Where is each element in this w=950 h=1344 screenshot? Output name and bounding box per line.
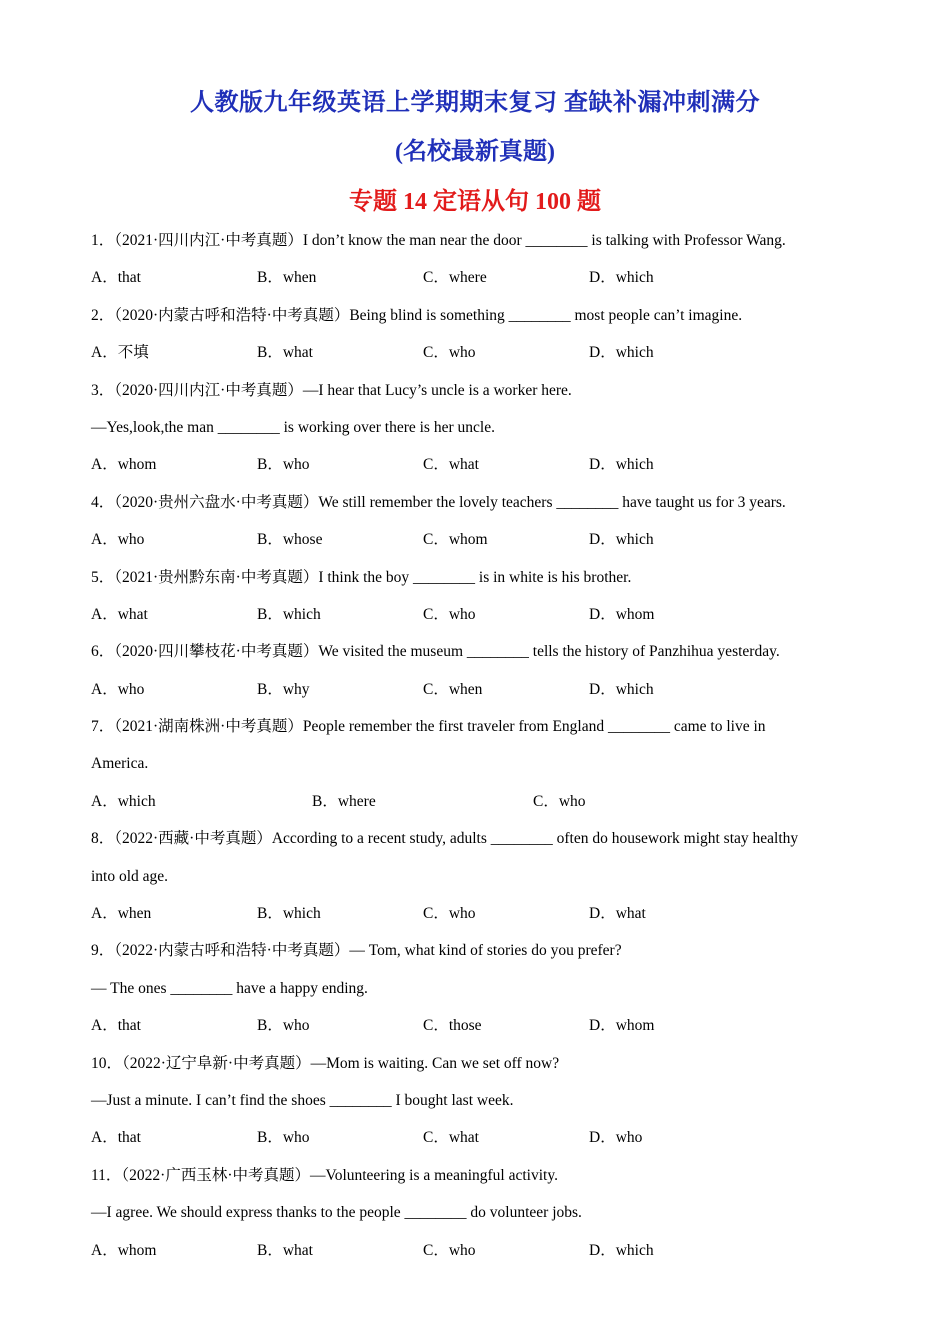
question-stem-continued: America. bbox=[91, 755, 149, 773]
answer-option: D．which bbox=[589, 531, 654, 549]
question-item bbox=[91, 826, 866, 938]
answer-option: D．which bbox=[589, 680, 654, 698]
question-stem-continued: —Just a minute. I can’t find the shoes ________ I bought last week. bbox=[91, 1091, 514, 1109]
question-stem: 4．（2020·贵州六盘水·中考真题）We still remember the lovely teachers ________ have taught us for 3 years. bbox=[91, 493, 786, 511]
question-stem-continued: —I agree. We should express thanks to the people ________ do volunteer jobs. bbox=[91, 1204, 582, 1222]
answer-option: A．不填 bbox=[91, 344, 149, 362]
answer-options bbox=[91, 1013, 866, 1050]
answer-options bbox=[91, 789, 866, 826]
answer-options bbox=[91, 527, 866, 564]
answer-option: B．which bbox=[257, 605, 321, 623]
answer-option: A．when bbox=[91, 905, 152, 923]
answer-option: C．where bbox=[423, 269, 487, 287]
document-subtitle: (名校最新真题) bbox=[395, 139, 555, 165]
answer-option: B．who bbox=[257, 1017, 310, 1035]
answer-option: B．why bbox=[257, 680, 310, 698]
question-stem: 6．（2020·四川攀枝花·中考真题）We visited the museum ________ tells the history of Panzhihua yesterday. bbox=[91, 643, 780, 661]
answer-option: D．what bbox=[589, 905, 646, 923]
question-stem: 3．（2020·四川内江·中考真题）—I hear that Lucy’s uncle is a worker here. bbox=[91, 381, 572, 399]
answer-option: D．which bbox=[589, 456, 654, 474]
answer-option: D．which bbox=[589, 1241, 654, 1259]
answer-options bbox=[91, 1238, 866, 1275]
answer-option: A．that bbox=[91, 1129, 141, 1147]
answer-option: C．who bbox=[533, 792, 586, 810]
answer-options bbox=[91, 1125, 866, 1162]
answer-options bbox=[91, 265, 866, 302]
answer-option: A．that bbox=[91, 1017, 141, 1035]
question-stem: 11．（2022·广西玉林·中考真题）—Volunteering is a meaningful activity. bbox=[91, 1166, 558, 1184]
answer-option: D．which bbox=[589, 344, 654, 362]
answer-option: B．what bbox=[257, 1241, 313, 1259]
question-stem: 7．（2021·湖南株洲·中考真题）People remember the first traveler from England ________ came to live in bbox=[91, 718, 766, 736]
answer-option: C．who bbox=[423, 344, 476, 362]
question-item bbox=[91, 639, 866, 714]
answer-option: A．what bbox=[91, 605, 148, 623]
answer-option: B．where bbox=[312, 792, 376, 810]
topic-title: 专题 14 定语从句 100 题 bbox=[349, 189, 601, 215]
answer-option: A．which bbox=[91, 792, 156, 810]
answer-option: C．those bbox=[423, 1017, 482, 1035]
answer-option: B．whose bbox=[257, 531, 323, 549]
answer-option: C．what bbox=[423, 456, 479, 474]
question-stem-continued: — The ones ________ have a happy ending. bbox=[91, 979, 368, 997]
question-item bbox=[91, 1163, 866, 1275]
question-item bbox=[91, 565, 866, 640]
answer-option: C．who bbox=[423, 605, 476, 623]
answer-option: D．whom bbox=[589, 605, 655, 623]
answer-option: B．which bbox=[257, 905, 321, 923]
question-stem: 10．（2022·辽宁阜新·中考真题）—Mom is waiting. Can we set off now? bbox=[91, 1054, 560, 1072]
question-item bbox=[91, 1051, 866, 1163]
answer-option: A．whom bbox=[91, 456, 157, 474]
answer-options bbox=[91, 901, 866, 938]
answer-option: B．who bbox=[257, 456, 310, 474]
answer-option: A．who bbox=[91, 531, 145, 549]
answer-option: C．who bbox=[423, 905, 476, 923]
answer-options bbox=[91, 340, 866, 377]
question-stem: 2．（2020·内蒙古呼和浩特·中考真题）Being blind is something ________ most people can’t imagine. bbox=[91, 306, 743, 324]
answer-option: C．whom bbox=[423, 531, 488, 549]
document-title: 人教版九年级英语上学期期末复习 查缺补漏冲刺满分 bbox=[190, 90, 760, 116]
question-item bbox=[91, 303, 866, 378]
answer-option: D．whom bbox=[589, 1017, 655, 1035]
answer-option: C．when bbox=[423, 680, 483, 698]
answer-option: C．who bbox=[423, 1241, 476, 1259]
answer-option: B．when bbox=[257, 269, 317, 287]
question-item bbox=[91, 378, 866, 490]
answer-option: D．which bbox=[589, 269, 654, 287]
answer-option: B．what bbox=[257, 344, 313, 362]
question-item bbox=[91, 938, 866, 1050]
answer-option: B．who bbox=[257, 1129, 310, 1147]
answer-option: D．who bbox=[589, 1129, 643, 1147]
answer-option: A．that bbox=[91, 269, 141, 287]
question-list bbox=[91, 228, 866, 1275]
question-stem: 1．（2021·四川内江·中考真题）I don’t know the man near the door ________ is talking with Professor Wang. bbox=[91, 232, 786, 249]
question-item bbox=[91, 490, 866, 565]
question-stem: 5．（2021·贵州黔东南·中考真题）I think the boy ________ is in white is his brother. bbox=[91, 568, 632, 586]
question-item bbox=[91, 228, 866, 303]
answer-option: A．who bbox=[91, 680, 145, 698]
answer-option: A．whom bbox=[91, 1241, 157, 1259]
answer-options bbox=[91, 452, 866, 489]
answer-options bbox=[91, 602, 866, 639]
question-stem-continued: into old age. bbox=[91, 867, 169, 885]
answer-options bbox=[91, 677, 866, 714]
question-stem: 8．（2022·西藏·中考真题）According to a recent study, adults ________ often do housework might stay healthy bbox=[91, 830, 799, 848]
answer-option: C．what bbox=[423, 1129, 479, 1147]
question-item bbox=[91, 714, 866, 826]
question-stem-continued: —Yes,look,the man ________ is working over there is her uncle. bbox=[91, 418, 495, 436]
question-stem: 9．（2022·内蒙古呼和浩特·中考真题）— Tom, what kind of stories do you prefer? bbox=[91, 942, 622, 960]
